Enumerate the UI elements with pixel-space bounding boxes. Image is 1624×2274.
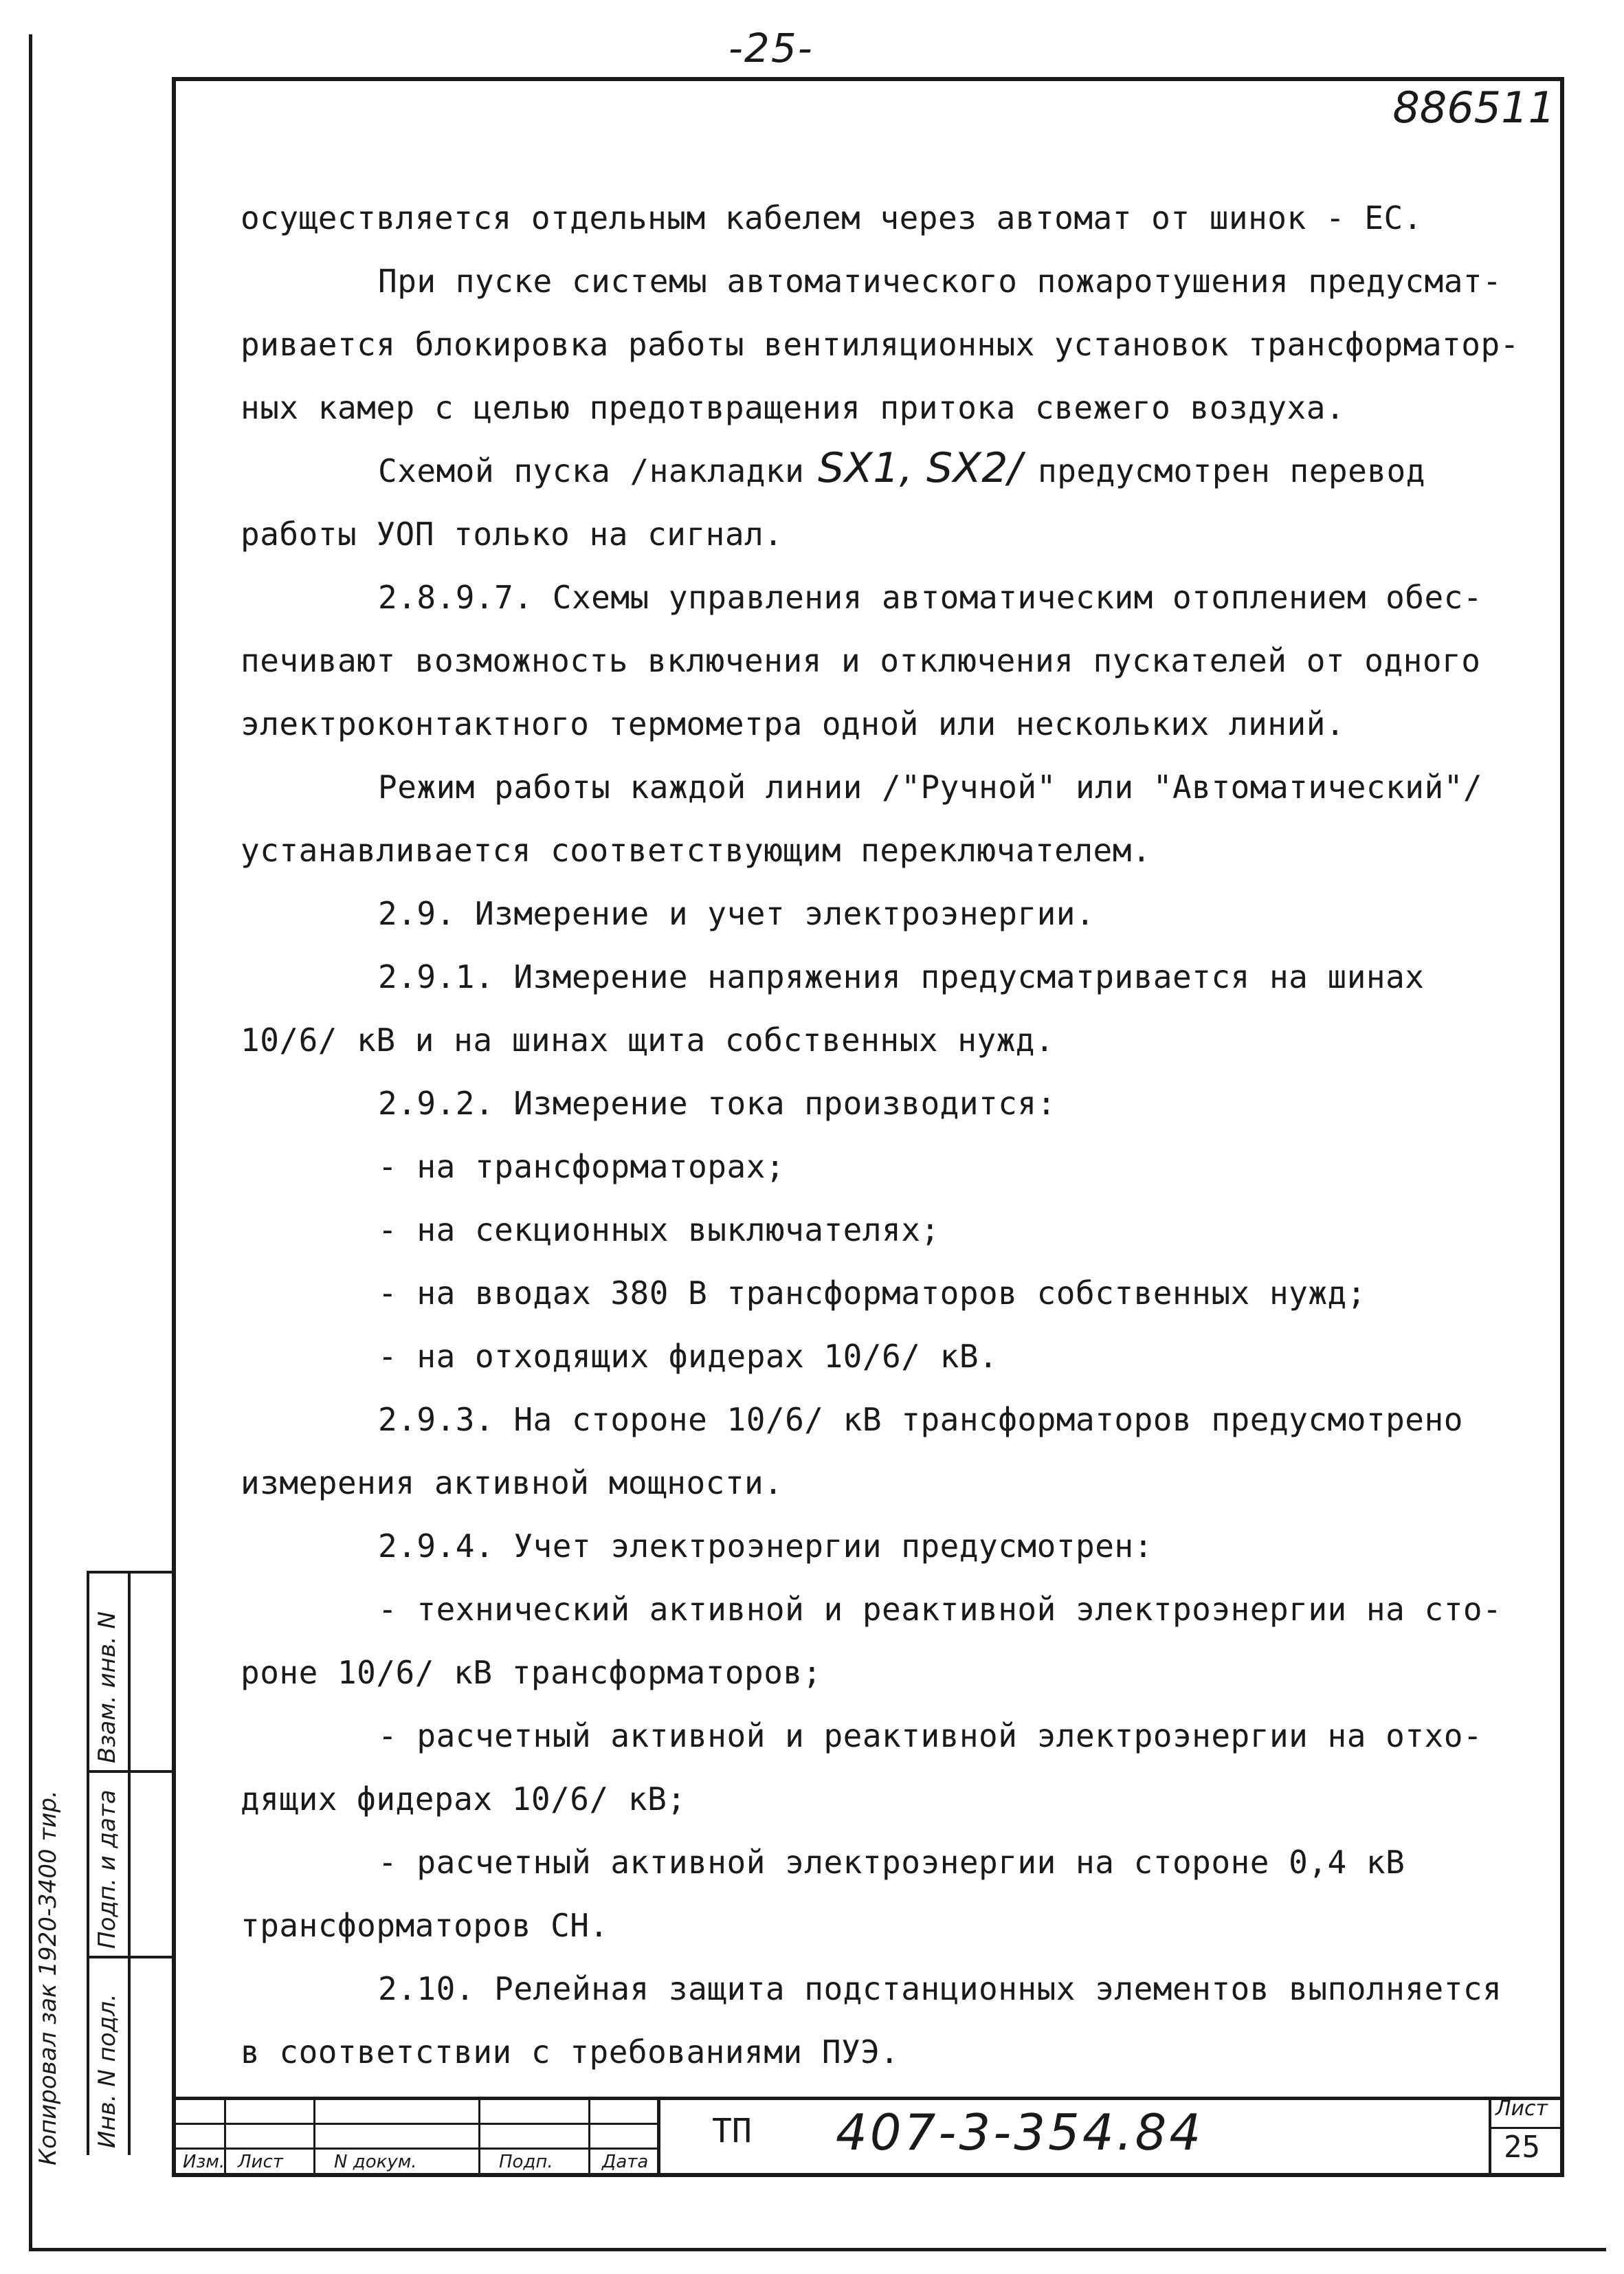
text-line: роне 10/6/ кВ трансформаторов; xyxy=(241,1654,822,1691)
doc-code: 886511 xyxy=(1392,82,1555,133)
list-item: - на секционных выключателях; xyxy=(378,1211,940,1248)
tb-col-line xyxy=(313,2097,315,2174)
text-line: предусмотрен перевод xyxy=(1038,452,1425,489)
strip-divider xyxy=(128,1571,131,2155)
strip-cell-border xyxy=(87,1956,173,1958)
list-item: - на вводах 380 В трансформаторов собственных нужд; xyxy=(378,1274,1366,1312)
col-label-ndokum: N докум. xyxy=(334,2152,417,2172)
sheet-label: Лист xyxy=(1495,2097,1548,2121)
text-line: 2.9.3. На стороне 10/6/ кВ трансформаторов предусмотрено xyxy=(378,1401,1463,1438)
col-label-podp: Подп. xyxy=(499,2152,553,2172)
handwritten-insert: SX1, SX2/ xyxy=(818,444,1023,492)
strip-cell-border xyxy=(87,1770,173,1773)
doc-designation: 407-3-354.84 xyxy=(836,2104,1204,2161)
text-line: ных камер с целью предотвращения притока свежего воздуха. xyxy=(241,389,1346,426)
tb-col-line xyxy=(1489,2097,1491,2174)
tb-row-line xyxy=(1489,2127,1560,2129)
order-note: Копировал зак 1920-3400 тир. xyxy=(34,1790,62,2165)
tb-col-line xyxy=(588,2097,590,2174)
col-label-izm: Изм. xyxy=(183,2152,225,2172)
list-item: - расчетный активной и реактивной электроэнергии на отхо- xyxy=(378,1717,1483,1754)
text-line: 2.8.9.7. Схемы управления автоматическим отоплением обес- xyxy=(378,579,1483,616)
list-item: - на отходящих фидерах 10/6/ кВ. xyxy=(378,1338,999,1375)
text-line: При пуске системы автоматического пожаротушения предусмат- xyxy=(378,263,1502,300)
list-item: - расчетный активной электроэнергии на стороне 0,4 кВ xyxy=(378,1844,1405,1881)
text-line: измерения активной мощности. xyxy=(241,1464,783,1501)
tb-col-line xyxy=(657,2097,660,2174)
tb-col-line xyxy=(478,2097,480,2174)
text-line: ривается блокировка работы вентиляционных установок трансформатор- xyxy=(241,326,1520,363)
replace-inv-label: Взам. инв. N xyxy=(93,1611,121,1763)
text-line: печивают возможность включения и отключения пускателей от одного xyxy=(241,642,1481,679)
text-line: 2.9.2. Измерение тока производится: xyxy=(378,1085,1056,1122)
text-line: работы УОП только на сигнал. xyxy=(241,516,783,553)
list-item: - технический активной и реактивной электроэнергии на сто- xyxy=(378,1591,1502,1628)
doc-prefix: ТП xyxy=(712,2112,752,2150)
text-line: 2.10. Релейная защита подстанционных элементов выполняется xyxy=(378,1970,1502,2007)
text-line: дящих фидерах 10/6/ кВ; xyxy=(241,1780,687,1818)
sign-date-label: Подп. и дата xyxy=(93,1789,121,1949)
sheet-number: 25 xyxy=(1504,2130,1540,2165)
section-heading: 2.9. Измерение и учет электроэнергии. xyxy=(378,895,1095,932)
text-line: Режим работы каждой линии /"Ручной" или "Автоматический"/ xyxy=(378,769,1483,806)
text-line: 10/6/ кВ и на шинах щита собственных нужд. xyxy=(241,1022,1055,1059)
text-line: осуществляется отдельным кабелем через автомат от шинок - ЕС. xyxy=(241,199,1423,236)
text-line: устанавливается соответствующим переключателем. xyxy=(241,832,1152,869)
strip-cell-top xyxy=(87,1571,173,1574)
strip-border xyxy=(87,1571,89,2155)
side-strip xyxy=(87,1571,183,2155)
tb-top-border xyxy=(176,2097,1560,2100)
tb-row-line xyxy=(176,2123,657,2125)
text-line: 2.9.1. Измерение напряжения предусматривается на шинах xyxy=(378,958,1425,995)
text-line: трансформаторов СН. xyxy=(241,1907,609,1944)
col-label-list: Лист xyxy=(238,2152,283,2172)
title-block xyxy=(176,2097,1560,2174)
inv-no-label: Инв. N подл. xyxy=(93,1994,121,2148)
text-line: 2.9.4. Учет электроэнергии предусмотрен: xyxy=(378,1527,1153,1565)
page-number: -25- xyxy=(728,25,814,71)
text-line: в соответствии с требованиями ПУЭ. xyxy=(241,2033,900,2071)
text-line: электроконтактного термометра одной или нескольких линий. xyxy=(241,705,1346,742)
list-item: - на трансформаторах; xyxy=(378,1148,786,1185)
tb-row-line xyxy=(176,2148,657,2150)
text-line: Схемой пуска /накладки xyxy=(378,452,805,489)
col-label-data: Дата xyxy=(602,2152,649,2172)
